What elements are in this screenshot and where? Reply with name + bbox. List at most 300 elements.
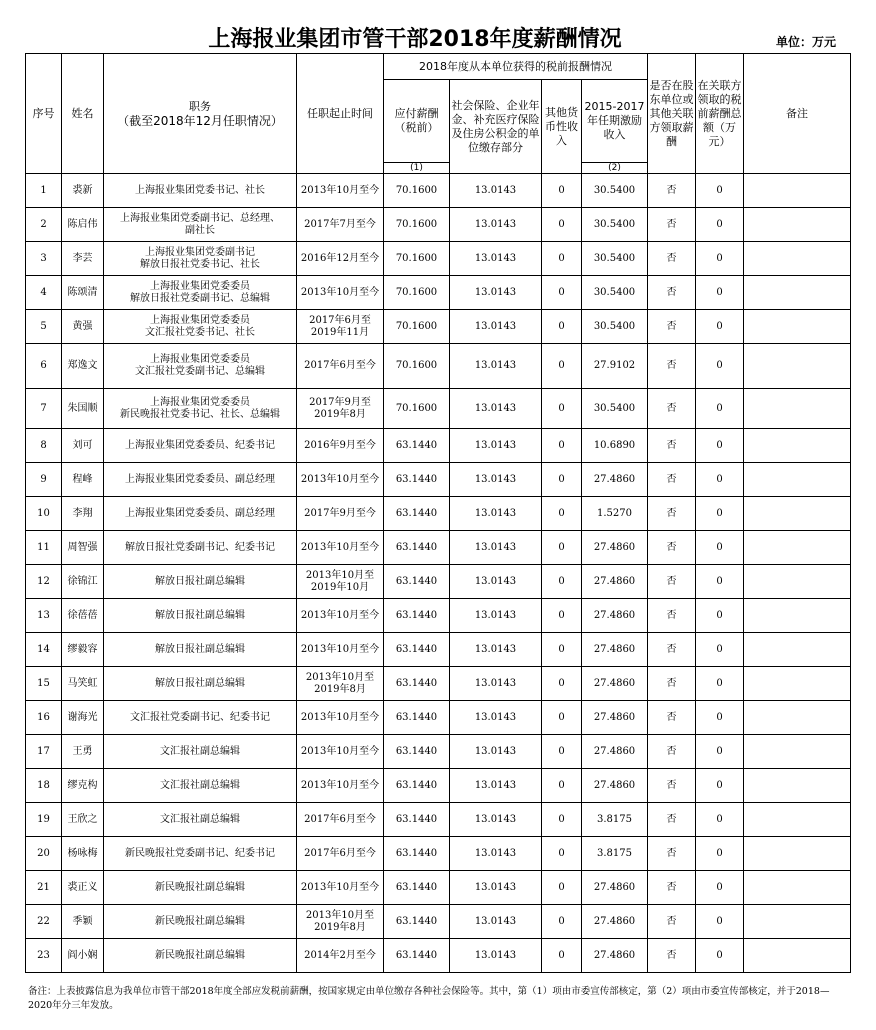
cell-social: 13.0143: [450, 871, 542, 905]
cell-seq: 4: [26, 276, 62, 310]
cell-term: [297, 242, 384, 276]
cell-related: 0: [696, 701, 744, 735]
cell-duty-line: 上海报业集团党委委员、副总经理: [125, 473, 275, 485]
cell-salary: 63.1440: [384, 735, 450, 769]
cell-duty: [104, 735, 297, 769]
cell-duty: [104, 701, 297, 735]
header-incentive: 2015-2017年任期激励收入: [582, 80, 648, 163]
cell-duty-line: 上海报业集团党委委员: [150, 354, 250, 365]
cell-salary: 70.1600: [384, 389, 450, 429]
cell-duty-line: 上海报业集团党委委员: [150, 280, 250, 292]
cell-term-line: 2013年10月至今: [300, 745, 380, 757]
cell-shareholder: 否: [648, 463, 696, 497]
table-body: [26, 174, 851, 973]
cell-term: [297, 633, 384, 667]
cell-term-line: 2013年10月至: [305, 569, 375, 581]
cell-salary: 63.1440: [384, 803, 450, 837]
cell-term: [297, 429, 384, 463]
cell-seq: 12: [26, 565, 62, 599]
cell-remark: [744, 939, 851, 973]
cell-term: [297, 803, 384, 837]
table-row: [26, 389, 851, 429]
cell-shareholder: 否: [648, 803, 696, 837]
header-duty-sub: （截至2018年12月任职情况）: [117, 113, 283, 128]
cell-seq: 22: [26, 905, 62, 939]
cell-duty-line: 文汇报社副总编辑: [160, 779, 240, 791]
cell-name: 陈颂清: [62, 276, 104, 310]
cell-duty-line: 副社长: [185, 224, 215, 236]
cell-other: 0: [542, 803, 582, 837]
cell-term: [297, 174, 384, 208]
table-row: [26, 276, 851, 310]
cell-related: 0: [696, 633, 744, 667]
cell-social: 13.0143: [450, 837, 542, 871]
cell-remark: [744, 429, 851, 463]
cell-name: 李芸: [62, 242, 104, 276]
cell-other: 0: [542, 310, 582, 344]
cell-salary: 63.1440: [384, 463, 450, 497]
cell-name: 李翔: [62, 497, 104, 531]
cell-duty-line: 文汇报社党委副书记、纪委书记: [130, 711, 270, 723]
cell-term-line: 2013年10月至今: [300, 881, 380, 893]
table-row: [26, 667, 851, 701]
cell-term: [297, 599, 384, 633]
cell-term: [297, 276, 384, 310]
cell-incentive: 1.5270: [582, 497, 648, 531]
cell-name: 阎小娴: [62, 939, 104, 973]
cell-name: 马笑虹: [62, 667, 104, 701]
cell-salary: 63.1440: [384, 633, 450, 667]
header-name: 姓名: [62, 54, 104, 174]
cell-related: 0: [696, 389, 744, 429]
cell-term-line: 2013年10月至今: [300, 609, 380, 621]
cell-term-line: 2017年9月至今: [304, 507, 376, 519]
table-row: [26, 463, 851, 497]
cell-duty-line: 解放日报社党委书记、社长: [140, 258, 260, 270]
cell-term-line: 2019年8月: [314, 683, 366, 695]
cell-term-line: 2013年10月至: [305, 909, 375, 921]
cell-salary: 63.1440: [384, 939, 450, 973]
cell-salary: 63.1440: [384, 531, 450, 565]
cell-term: [297, 667, 384, 701]
cell-other: 0: [542, 633, 582, 667]
cell-duty-line: 解放日报社副总编辑: [155, 677, 245, 689]
cell-other: 0: [542, 174, 582, 208]
cell-name: 杨咏梅: [62, 837, 104, 871]
header-remark: 备注: [744, 54, 851, 174]
table-row: [26, 310, 851, 344]
cell-related: 0: [696, 667, 744, 701]
cell-term-line: 2013年10月至今: [300, 779, 380, 791]
cell-term-line: 2013年10月至今: [300, 286, 380, 298]
cell-name: 王勇: [62, 735, 104, 769]
cell-social: 13.0143: [450, 565, 542, 599]
header-salary: 应付薪酬（税前）: [384, 80, 450, 163]
cell-other: 0: [542, 242, 582, 276]
header-note-2: (2): [582, 163, 648, 174]
cell-term-line: 2019年11月: [310, 326, 370, 338]
cell-duty: [104, 803, 297, 837]
cell-social: 13.0143: [450, 803, 542, 837]
cell-seq: 10: [26, 497, 62, 531]
cell-duty: [104, 497, 297, 531]
cell-duty-line: 新民晚报社副总编辑: [155, 881, 245, 893]
cell-seq: 19: [26, 803, 62, 837]
cell-seq: 15: [26, 667, 62, 701]
cell-incentive: 3.8175: [582, 837, 648, 871]
cell-incentive: 30.5400: [582, 242, 648, 276]
cell-duty: [104, 276, 297, 310]
cell-duty-line: 上海报业集团党委书记、社长: [135, 184, 265, 196]
table-row: [26, 701, 851, 735]
cell-name: 朱国顺: [62, 389, 104, 429]
cell-shareholder: 否: [648, 633, 696, 667]
cell-term: [297, 871, 384, 905]
cell-incentive: 27.4860: [582, 531, 648, 565]
cell-incentive: 30.5400: [582, 208, 648, 242]
cell-term: [297, 837, 384, 871]
cell-duty: [104, 667, 297, 701]
cell-term: [297, 735, 384, 769]
cell-term-line: 2013年10月至今: [300, 541, 380, 553]
cell-name: 谢海光: [62, 701, 104, 735]
cell-duty-line: 文汇报社党委副书记、总编辑: [135, 366, 265, 377]
cell-incentive: 27.4860: [582, 633, 648, 667]
cell-incentive: 27.4860: [582, 565, 648, 599]
cell-remark: [744, 276, 851, 310]
header-other: 其他货币性收入: [542, 80, 582, 174]
cell-term: [297, 769, 384, 803]
cell-incentive: 30.5400: [582, 276, 648, 310]
cell-name: 徐蓓蓓: [62, 599, 104, 633]
cell-term-line: 2013年10月至今: [300, 711, 380, 723]
cell-related: 0: [696, 531, 744, 565]
cell-social: 13.0143: [450, 242, 542, 276]
cell-remark: [744, 769, 851, 803]
cell-seq: 1: [26, 174, 62, 208]
cell-name: 黄强: [62, 310, 104, 344]
cell-shareholder: 否: [648, 905, 696, 939]
cell-remark: [744, 344, 851, 389]
footer-note: 备注：上表披露信息为我单位市管干部2018年度全部应发税前薪酬，按国家规定由单位缴存各种社会保险等。其中，第（1）项由市委宣传部核定，第（2）项由市委宣传部核定，并于2018—2020年分三年发放。: [28, 986, 830, 1011]
cell-incentive: 30.5400: [582, 310, 648, 344]
cell-social: 13.0143: [450, 208, 542, 242]
cell-name: 裘新: [62, 174, 104, 208]
page-title: 上海报业集团市管干部2018年度薪酬情况: [208, 27, 622, 52]
table-row: [26, 344, 851, 389]
cell-other: 0: [542, 905, 582, 939]
cell-term-line: 2017年6月至: [309, 314, 371, 326]
cell-related: 0: [696, 803, 744, 837]
cell-duty: [104, 531, 297, 565]
cell-duty-line: 上海报业集团党委委员: [150, 396, 250, 408]
cell-remark: [744, 701, 851, 735]
cell-remark: [744, 633, 851, 667]
table-row: [26, 905, 851, 939]
cell-duty-line: 上海报业集团党委委员、纪委书记: [125, 439, 275, 451]
cell-duty-line: 解放日报社副总编辑: [155, 575, 245, 587]
cell-salary: 63.1440: [384, 667, 450, 701]
cell-salary: 63.1440: [384, 429, 450, 463]
cell-term: [297, 905, 384, 939]
cell-seq: 14: [26, 633, 62, 667]
cell-duty-line: 上海报业集团党委委员: [150, 314, 250, 326]
cell-term-line: 2013年10月至今: [300, 643, 380, 655]
cell-related: 0: [696, 837, 744, 871]
cell-duty: [104, 174, 297, 208]
cell-seq: 7: [26, 389, 62, 429]
cell-name: 刘可: [62, 429, 104, 463]
cell-term-line: 2013年10月至今: [300, 184, 380, 196]
cell-shareholder: 否: [648, 837, 696, 871]
cell-seq: 2: [26, 208, 62, 242]
cell-duty-line: 解放日报社副总编辑: [155, 609, 245, 621]
cell-duty: [104, 310, 297, 344]
cell-shareholder: 否: [648, 667, 696, 701]
cell-shareholder: 否: [648, 769, 696, 803]
table-row: [26, 803, 851, 837]
cell-other: 0: [542, 837, 582, 871]
cell-term-line: 2017年6月至今: [304, 360, 376, 371]
cell-shareholder: 否: [648, 344, 696, 389]
cell-social: 13.0143: [450, 701, 542, 735]
cell-name: 徐锦江: [62, 565, 104, 599]
cell-remark: [744, 242, 851, 276]
cell-duty: [104, 633, 297, 667]
cell-seq: 18: [26, 769, 62, 803]
cell-seq: 11: [26, 531, 62, 565]
cell-duty-line: 解放日报社党委副书记、纪委书记: [125, 541, 275, 553]
cell-related: 0: [696, 735, 744, 769]
cell-related: 0: [696, 310, 744, 344]
cell-duty: [104, 939, 297, 973]
table-row: [26, 429, 851, 463]
cell-term: [297, 531, 384, 565]
cell-related: 0: [696, 905, 744, 939]
cell-duty: [104, 837, 297, 871]
cell-term-line: 2017年7月至今: [304, 218, 376, 230]
cell-related: 0: [696, 429, 744, 463]
cell-name: 郑逸文: [62, 344, 104, 389]
cell-incentive: 27.4860: [582, 599, 648, 633]
cell-social: 13.0143: [450, 497, 542, 531]
cell-seq: 8: [26, 429, 62, 463]
cell-duty: [104, 565, 297, 599]
cell-other: 0: [542, 344, 582, 389]
cell-duty-line: 新民晚报社党委书记、社长、总编辑: [120, 408, 280, 420]
cell-term-line: 2019年8月: [314, 921, 366, 933]
cell-term: [297, 701, 384, 735]
cell-name: 季颖: [62, 905, 104, 939]
cell-salary: 70.1600: [384, 276, 450, 310]
cell-related: 0: [696, 565, 744, 599]
cell-term: [297, 389, 384, 429]
cell-remark: [744, 667, 851, 701]
cell-incentive: 27.4860: [582, 871, 648, 905]
cell-other: 0: [542, 769, 582, 803]
cell-duty: [104, 463, 297, 497]
header-term: 任职起止时间: [297, 54, 384, 174]
cell-related: 0: [696, 174, 744, 208]
cell-shareholder: 否: [648, 939, 696, 973]
cell-salary: 63.1440: [384, 497, 450, 531]
cell-other: 0: [542, 497, 582, 531]
cell-name: 周智强: [62, 531, 104, 565]
cell-other: 0: [542, 735, 582, 769]
cell-term: [297, 344, 384, 389]
cell-remark: [744, 389, 851, 429]
cell-term-line: 2017年6月至今: [304, 847, 376, 859]
cell-duty: [104, 344, 297, 389]
cell-salary: 63.1440: [384, 871, 450, 905]
cell-other: 0: [542, 208, 582, 242]
cell-related: 0: [696, 208, 744, 242]
table-row: [26, 497, 851, 531]
cell-term-line: 2014年2月至今: [304, 949, 376, 961]
table-row: [26, 565, 851, 599]
cell-salary: 70.1600: [384, 208, 450, 242]
table-row: [26, 769, 851, 803]
cell-duty: [104, 599, 297, 633]
cell-other: 0: [542, 667, 582, 701]
cell-shareholder: 否: [648, 735, 696, 769]
cell-seq: 17: [26, 735, 62, 769]
cell-incentive: 27.4860: [582, 905, 648, 939]
cell-incentive: 27.4860: [582, 701, 648, 735]
header-shareholder: 是否在股东单位或其他关联方领取薪酬: [648, 54, 696, 174]
cell-term-line: 2013年10月至今: [300, 473, 380, 485]
cell-incentive: 30.5400: [582, 389, 648, 429]
cell-other: 0: [542, 276, 582, 310]
cell-term-line: 2016年9月至今: [304, 439, 376, 451]
cell-salary: 63.1440: [384, 565, 450, 599]
cell-social: 13.0143: [450, 735, 542, 769]
cell-social: 13.0143: [450, 667, 542, 701]
cell-related: 0: [696, 344, 744, 389]
cell-social: 13.0143: [450, 174, 542, 208]
cell-social: 13.0143: [450, 310, 542, 344]
cell-name: 缪克构: [62, 769, 104, 803]
cell-duty-line: 解放日报社副总编辑: [155, 643, 245, 655]
cell-seq: 6: [26, 344, 62, 389]
cell-social: 13.0143: [450, 276, 542, 310]
cell-related: 0: [696, 242, 744, 276]
cell-other: 0: [542, 565, 582, 599]
cell-shareholder: 否: [648, 389, 696, 429]
cell-term-line: 2017年9月至: [309, 396, 371, 408]
cell-duty: [104, 389, 297, 429]
cell-salary: 63.1440: [384, 769, 450, 803]
cell-seq: 21: [26, 871, 62, 905]
header-social: 社会保险、企业年金、补充医疗保险及住房公积金的单位缴存部分: [450, 80, 542, 174]
cell-duty-line: 文汇报社党委书记、社长: [145, 326, 255, 338]
cell-term-line: 2017年6月至今: [304, 813, 376, 825]
cell-term-line: 2019年8月: [314, 408, 366, 420]
cell-term: [297, 939, 384, 973]
header-duty-title: 职务: [189, 99, 211, 113]
cell-other: 0: [542, 389, 582, 429]
cell-shareholder: 否: [648, 531, 696, 565]
header-group: 2018年度从本单位获得的税前报酬情况: [384, 54, 648, 80]
cell-duty: [104, 208, 297, 242]
cell-incentive: 3.8175: [582, 803, 648, 837]
cell-related: 0: [696, 939, 744, 973]
cell-duty: [104, 242, 297, 276]
cell-related: 0: [696, 769, 744, 803]
cell-name: 裘正义: [62, 871, 104, 905]
cell-social: 13.0143: [450, 599, 542, 633]
salary-table: [25, 53, 851, 973]
cell-term: [297, 208, 384, 242]
cell-term: [297, 497, 384, 531]
cell-name: 王欣之: [62, 803, 104, 837]
table-row: [26, 174, 851, 208]
cell-social: 13.0143: [450, 905, 542, 939]
cell-shareholder: 否: [648, 242, 696, 276]
cell-remark: [744, 174, 851, 208]
cell-salary: 63.1440: [384, 905, 450, 939]
header-related: 在关联方领取的税前薪酬总额（万元）: [696, 54, 744, 174]
table-row: [26, 208, 851, 242]
cell-social: 13.0143: [450, 463, 542, 497]
table-row: [26, 599, 851, 633]
cell-duty: [104, 769, 297, 803]
cell-duty-line: 新民晚报社党委副书记、纪委书记: [125, 847, 275, 859]
unit-label: 单位：万元: [775, 35, 836, 49]
cell-duty: [104, 429, 297, 463]
cell-remark: [744, 905, 851, 939]
cell-shareholder: 否: [648, 276, 696, 310]
cell-salary: 63.1440: [384, 837, 450, 871]
cell-salary: 63.1440: [384, 599, 450, 633]
cell-social: 13.0143: [450, 344, 542, 389]
cell-remark: [744, 565, 851, 599]
cell-name: 缪毅容: [62, 633, 104, 667]
cell-duty-line: 上海报业集团党委委员、副总经理: [125, 507, 275, 519]
cell-related: 0: [696, 463, 744, 497]
cell-salary: 70.1600: [384, 174, 450, 208]
cell-shareholder: 否: [648, 208, 696, 242]
cell-duty-line: 上海报业集团党委副书记: [145, 246, 255, 258]
cell-related: 0: [696, 497, 744, 531]
cell-salary: 70.1600: [384, 344, 450, 389]
cell-seq: 20: [26, 837, 62, 871]
cell-duty-line: 新民晚报社副总编辑: [155, 949, 245, 961]
cell-term: [297, 310, 384, 344]
cell-remark: [744, 837, 851, 871]
cell-remark: [744, 310, 851, 344]
cell-duty-line: 文汇报社副总编辑: [160, 745, 240, 757]
cell-shareholder: 否: [648, 174, 696, 208]
cell-duty-line: 新民晚报社副总编辑: [155, 915, 245, 927]
cell-remark: [744, 871, 851, 905]
cell-other: 0: [542, 599, 582, 633]
cell-seq: 16: [26, 701, 62, 735]
cell-shareholder: 否: [648, 497, 696, 531]
cell-seq: 9: [26, 463, 62, 497]
cell-other: 0: [542, 429, 582, 463]
cell-incentive: 27.4860: [582, 463, 648, 497]
cell-other: 0: [542, 939, 582, 973]
cell-shareholder: 否: [648, 599, 696, 633]
header-note-1: (1): [384, 163, 450, 174]
cell-related: 0: [696, 276, 744, 310]
table-row: [26, 735, 851, 769]
cell-salary: 63.1440: [384, 701, 450, 735]
cell-incentive: 27.4860: [582, 667, 648, 701]
cell-incentive: 30.5400: [582, 174, 648, 208]
cell-duty-line: 解放日报社党委副书记、总编辑: [130, 292, 270, 304]
